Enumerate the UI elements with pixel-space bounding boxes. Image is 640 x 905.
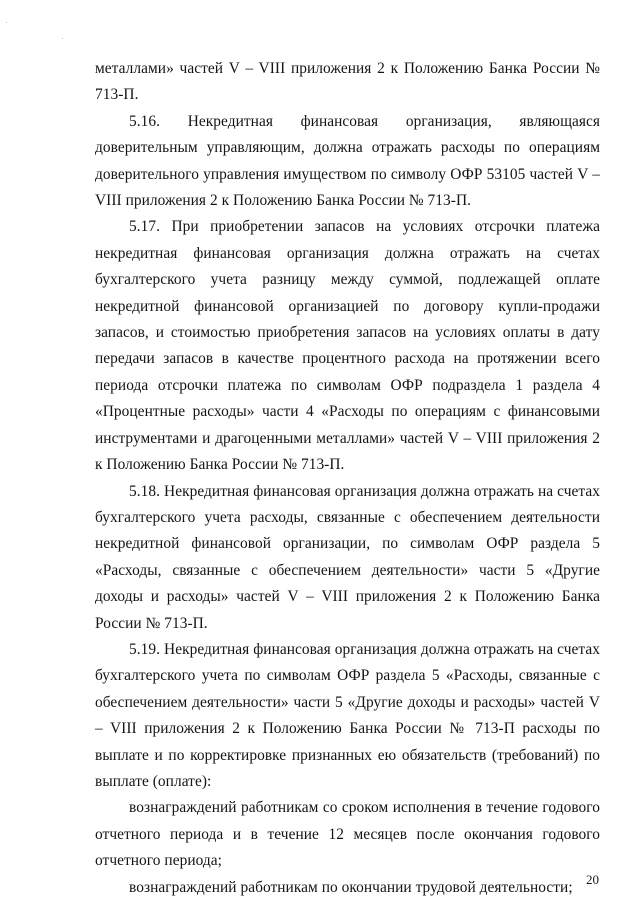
- paragraph: металлами» частей V – VIII приложения 2 к Положению Банка России № 713-П.: [95, 60, 600, 104]
- list-item-remuneration-post-employment: вознаграждений работникам по окончании трудовой деятельности;: [129, 878, 573, 896]
- list-item-remuneration-current: вознаграждений работникам со сроком исполнения в течение годового отчетного периода и в течение 12 месяцев после окончания годового отчетного периода;: [95, 799, 600, 870]
- page-number: 20: [586, 872, 599, 887]
- scan-speck: [6, 22, 7, 23]
- paragraph-5-17: 5.17. При приобретении запасов на условиях отсрочки платежа некредитная финансовая организация должна отражать на счетах бухгалтерского учета разницу между суммой, подлежащей оплате некредитной финансовой организацией по договору купли-продажи запасов, и стоимостью приобретения запасов на условиях оплаты в дату передачи запасов в качестве процентного расхода на протяжении всего периода отсрочки платежа по символам ОФР подраздела 1 раздела 4 «Процентные расходы» части 4 «Расходы по операциям с финансовыми инструментами и драгоценными металлами» частей V – VIII приложения 2 к Положению Банка России № 713-П.: [95, 218, 600, 474]
- paragraph-5-18: 5.18. Некредитная финансовая организация должна отражать на счетах бухгалтерского учета расходы, связанные с обеспечением деятельности некредитной финансовой организации, по символам ОФР раздела 5 «Расходы, связанные с обеспечением деятельности» части 5 «Другие доходы и расходы» частей V – VIII приложения 2 к Положению Банка России № 713-П.: [95, 482, 600, 632]
- paragraph-5-19: 5.19. Некредитная финансовая организация должна отражать на счетах бухгалтерского учета по символам ОФР раздела 5 «Расходы, связанные с обеспечением деятельности» части 5 «Другие доходы и расходы» частей V – VIII приложения 2 к Положению Банка России № 713-П расходы по выплате и по корректировке признанных ею обязательств (требований) по выплате (оплате):: [95, 640, 600, 790]
- scan-speck: [62, 38, 63, 39]
- document-body: [95, 56, 600, 901]
- paragraph-5-16: 5.16. Некредитная финансовая организация, являющаяся доверительным управляющим, должна отражать расходы по операциям доверительного управления имуществом по символу ОФР 53105 частей V – VIII приложения 2 к Положению Банка России № 713-П.: [95, 112, 600, 210]
